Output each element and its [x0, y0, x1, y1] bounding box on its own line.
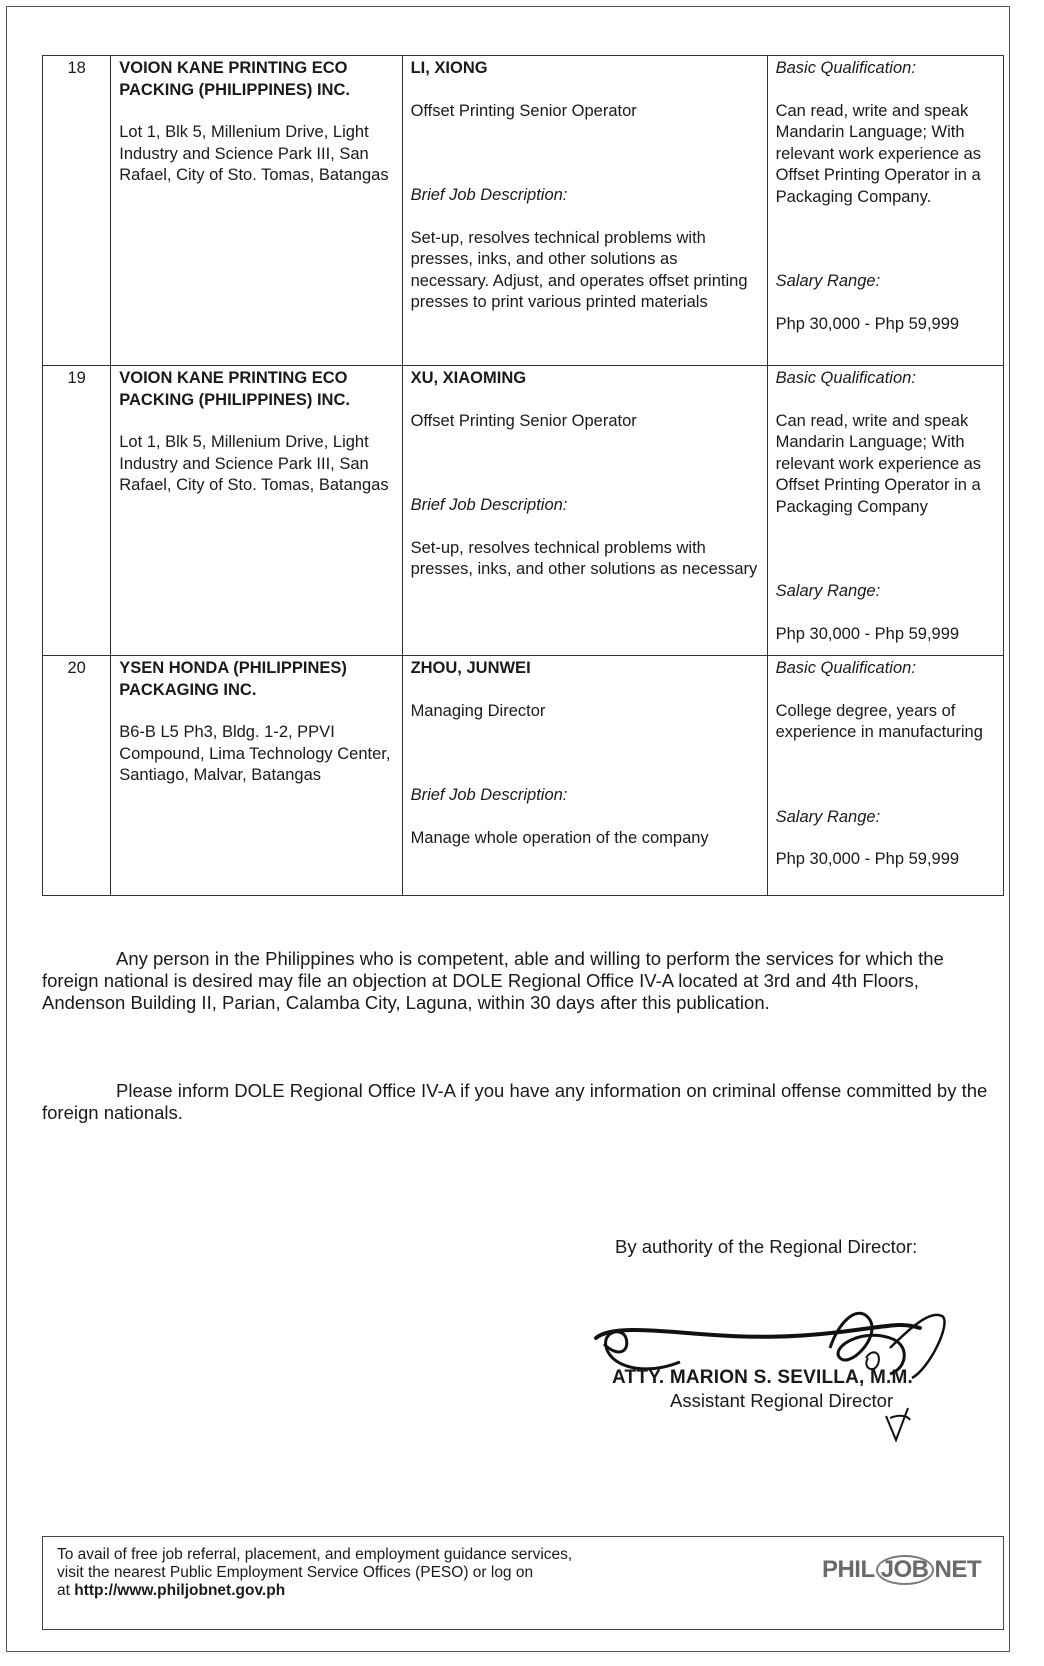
foreign-national-name: LI, XIONG [410, 59, 488, 77]
footer-line-1: To avail of free job referral, placement, and employment guidance services, [57, 1546, 573, 1563]
footer-line-2: visit the nearest Public Employment Service Offices (PESO) or log on [57, 1564, 534, 1581]
footer-line-3 [57, 1582, 572, 1600]
qualification-label: Basic Qualification: [775, 659, 916, 677]
footer-box [42, 1536, 1004, 1630]
company-name: YSEN HONDA (PHILIPPINES) PACKAGING INC. [119, 659, 347, 699]
footer-line-3-prefix: at [57, 1582, 75, 1599]
signatory-name: ATTY. MARION S. SEVILLA, M.M. [612, 1367, 914, 1388]
position-cell [402, 656, 767, 896]
company-name: VOION KANE PRINTING ECO PACKING (PHILIPPINES) INC. [119, 369, 350, 409]
entry-number: 19 [43, 366, 111, 656]
job-description: Set-up, resolves technical problems with presses, inks, and other solutions as necessary. Adjust, and operates offset printing presses to print various printed materials [410, 228, 748, 311]
position-cell [402, 56, 767, 366]
salary-label: Salary Range: [775, 807, 881, 826]
logo-text-net: NET [934, 1556, 981, 1583]
job-description-label: Brief Job Description: [410, 186, 568, 204]
foreign-nationals-table [42, 55, 1004, 896]
inform-paragraph: Please inform DOLE Regional Office IV-A if you have any information on criminal offense committed by the foreign nationals. [42, 1080, 988, 1123]
logo-text-phil: PHIL [821, 1556, 875, 1583]
qualification-cell [767, 656, 1003, 896]
job-description-label: Brief Job Description: [410, 496, 568, 514]
qualification-cell [767, 366, 1003, 656]
philjobnet-link[interactable]: http://www.philjobnet.gov.ph [74, 1582, 286, 1599]
table-row [43, 366, 1004, 656]
entry-number: 18 [43, 56, 111, 366]
position-cell [402, 366, 767, 656]
company-address: B6-B L5 Ph3, Bldg. 1-2, PPVI Compound, Lima Technology Center, Santiago, Malvar, Batangas [119, 723, 391, 784]
salary-label: Salary Range: [775, 272, 881, 290]
company-name: VOION KANE PRINTING ECO PACKING (PHILIPPINES) INC. [119, 59, 350, 99]
table-row [43, 56, 1004, 366]
foreign-national-name: ZHOU, JUNWEI [410, 659, 531, 677]
employer-cell [111, 656, 402, 896]
entry-number: 20 [43, 656, 111, 896]
signatory-title: Assistant Regional Director [670, 1390, 894, 1411]
qualification-text: College degree, years of experience in manufacturing [775, 701, 983, 741]
philjobnet-logo [822, 1555, 981, 1585]
job-description-label: Brief Job Description: [410, 786, 568, 804]
company-address: Lot 1, Blk 5, Millenium Drive, Light Industry and Science Park III, San Rafael, City of Sto. Tomas, Batangas [119, 433, 389, 494]
job-description: Set-up, resolves technical problems with presses, inks, and other solutions as necessary [410, 538, 758, 578]
position-title: Managing Director [410, 701, 546, 720]
qualification-text: Can read, write and speak Mandarin Language; With relevant work experience as Offset Printing Operator in a Packaging Company. [775, 101, 982, 206]
foreign-national-name: XU, XIAOMING [410, 369, 527, 387]
objection-paragraph: Any person in the Philippines who is competent, able and willing to perform the services for which the foreign national is desired may file an objection at DOLE Regional Office IV-A located at 3rd and 4th Floors, Andenson Building II, Parian, Calamba City, Laguna, within 30 days after this publication. [42, 948, 944, 1013]
authority-line: By authority of the Regional Director: [615, 1236, 918, 1257]
position-title: Offset Printing Senior Operator [410, 411, 637, 430]
qualification-label: Basic Qualification: [775, 369, 916, 387]
qualification-label: Basic Qualification: [775, 59, 916, 77]
salary-range: Php 30,000 - Php 59,999 [775, 624, 960, 643]
logo-text-job: JOB [876, 1555, 934, 1585]
qualification-text: Can read, write and speak Mandarin Language; With relevant work experience as Offset Printing Operator in a Packaging Company [775, 411, 982, 516]
position-title: Offset Printing Senior Operator [410, 101, 637, 120]
table-row [43, 656, 1004, 896]
salary-range: Php 30,000 - Php 59,999 [775, 314, 960, 333]
company-address: Lot 1, Blk 5, Millenium Drive, Light Industry and Science Park III, San Rafael, City of Sto. Tomas, Batangas [119, 123, 389, 184]
footer-text [57, 1546, 572, 1600]
qualification-cell [767, 56, 1003, 366]
job-description: Manage whole operation of the company [410, 828, 709, 847]
salary-label: Salary Range: [775, 582, 881, 600]
salary-range: Php 30,000 - Php 59,999 [775, 850, 960, 868]
employer-cell [111, 56, 402, 366]
employer-cell [111, 366, 402, 656]
